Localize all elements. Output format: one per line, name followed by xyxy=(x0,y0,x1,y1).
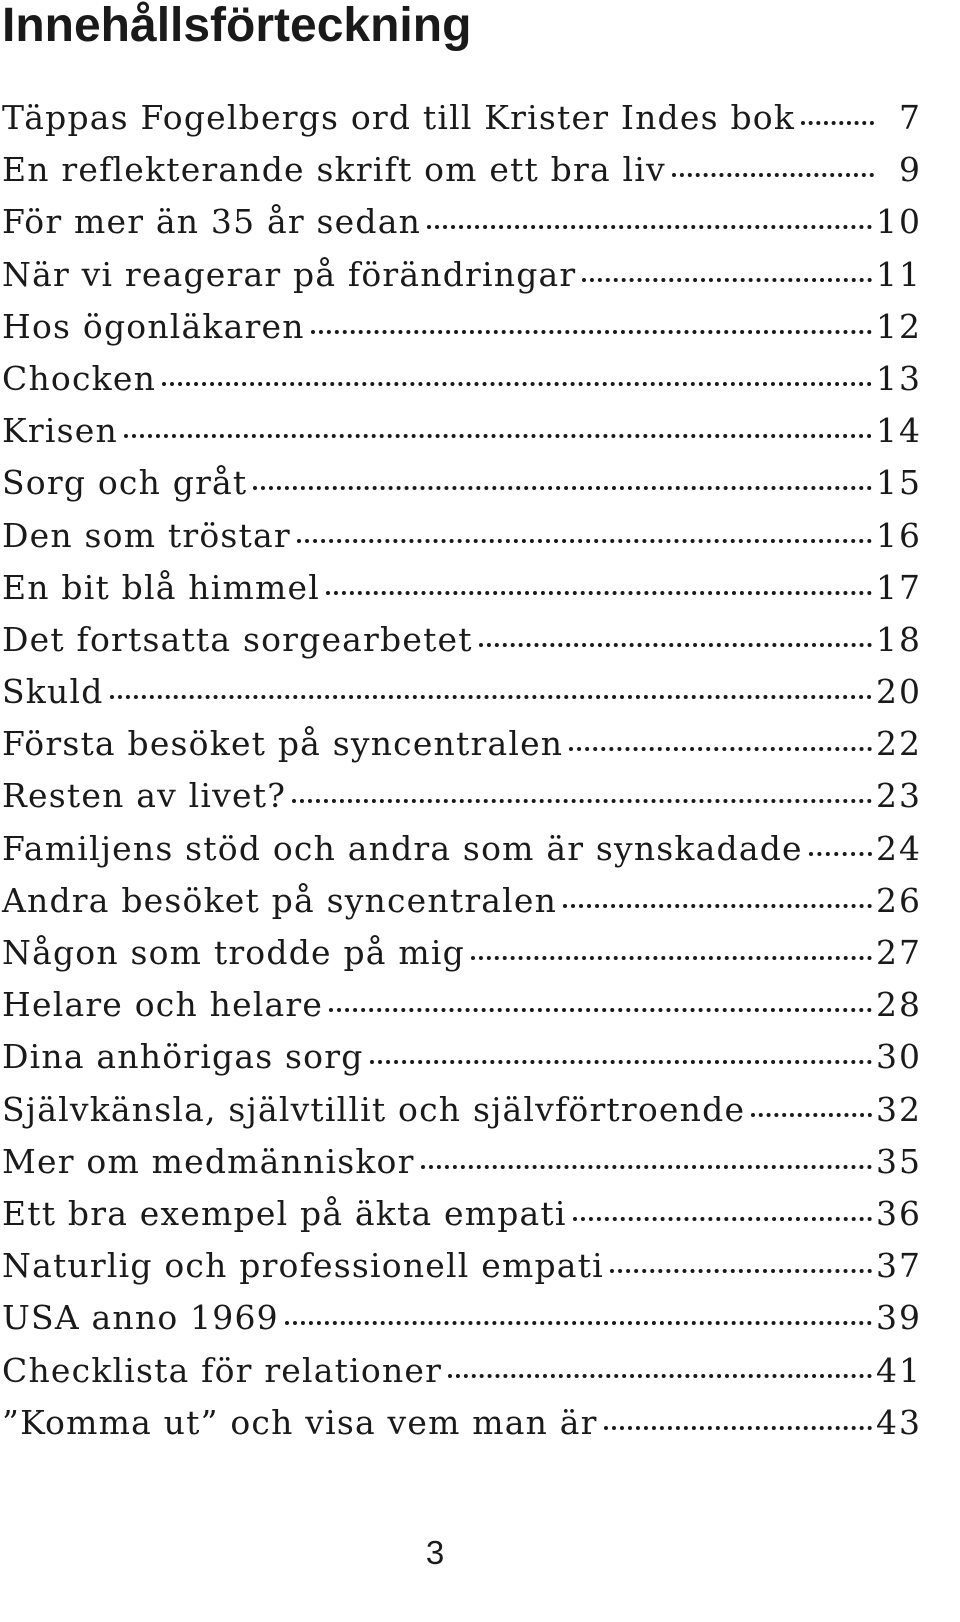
toc-entry xyxy=(2,510,922,562)
toc-entry xyxy=(2,1345,922,1397)
toc-entry xyxy=(2,875,922,927)
toc-entry-page: 23 xyxy=(876,776,922,816)
toc-entry-page: 43 xyxy=(876,1402,922,1442)
dot-leader xyxy=(421,1132,872,1169)
toc-entry xyxy=(2,979,922,1031)
toc-entry-title: Skuld xyxy=(2,672,104,712)
toc-entry xyxy=(2,92,922,144)
toc-entry xyxy=(2,353,922,405)
toc-entry xyxy=(2,301,922,353)
dot-leader xyxy=(801,88,874,125)
dot-leader xyxy=(253,453,872,490)
toc-entry-page: 26 xyxy=(876,880,922,920)
toc-entry-page: 9 xyxy=(899,150,922,190)
dot-leader xyxy=(124,401,872,438)
toc-entry xyxy=(2,144,922,196)
toc-entry-page: 35 xyxy=(876,1141,922,1181)
toc-entry-title: Chocken xyxy=(2,358,157,398)
toc-entry-page: 30 xyxy=(876,1037,922,1077)
toc-entry xyxy=(2,718,922,770)
toc-entry-title: När vi reagerar på förändringar xyxy=(2,254,577,294)
toc-entry-title: Naturlig och professionell empati xyxy=(2,1246,604,1286)
toc-entry-page: 22 xyxy=(876,724,922,764)
toc-entry-title: Helare och helare xyxy=(2,985,324,1025)
toc-entry-title: Krisen xyxy=(2,411,118,451)
dot-leader xyxy=(573,1184,872,1221)
toc-entry-page: 15 xyxy=(876,463,922,503)
toc-entry-page: 28 xyxy=(876,985,922,1025)
toc-entry xyxy=(2,1084,922,1136)
dot-leader xyxy=(569,714,872,751)
dot-leader xyxy=(751,1080,872,1117)
dot-leader xyxy=(427,192,872,229)
toc-entry-page: 13 xyxy=(876,358,922,398)
table-of-contents xyxy=(2,92,922,1449)
dot-leader xyxy=(604,1393,872,1430)
toc-entry-page: 41 xyxy=(876,1350,922,1390)
toc-entry-title: Den som tröstar xyxy=(2,515,291,555)
toc-entry-page: 39 xyxy=(876,1298,922,1338)
toc-entry-page: 27 xyxy=(876,933,922,972)
toc-entry-page: 32 xyxy=(876,1089,922,1129)
page-title: Innehållsförteckning xyxy=(2,0,472,52)
toc-entry-title: Checklista för relationer xyxy=(2,1350,443,1390)
toc-entry-title: Första besöket på syncentralen xyxy=(2,724,564,764)
toc-entry-title: Självkänsla, självtillit och självförtroende xyxy=(2,1089,746,1129)
toc-entry-title: Täppas Fogelbergs ord till Krister Indes bok xyxy=(2,98,796,137)
dot-leader xyxy=(672,140,874,177)
toc-entry-page: 24 xyxy=(876,828,922,868)
dot-leader xyxy=(326,558,872,595)
toc-entry-title: Andra besöket på syncentralen xyxy=(2,880,558,920)
toc-entry-title: Dina anhörigas sorg xyxy=(2,1037,364,1077)
toc-entry xyxy=(2,1397,922,1449)
dot-leader xyxy=(110,662,872,699)
toc-entry-title: Någon som trodde på mig xyxy=(2,933,465,972)
toc-entry-page: 18 xyxy=(876,619,922,659)
toc-entry xyxy=(2,823,922,875)
toc-entry-page: 20 xyxy=(876,672,922,712)
toc-entry xyxy=(2,405,922,457)
dot-leader xyxy=(329,975,872,1012)
dot-leader xyxy=(285,1288,872,1325)
toc-entry xyxy=(2,196,922,248)
toc-entry-page: 7 xyxy=(899,98,922,137)
toc-entry-title: Sorg och gråt xyxy=(2,463,248,503)
dot-leader xyxy=(448,1341,872,1378)
dot-leader xyxy=(563,871,872,908)
toc-entry-page: 14 xyxy=(876,411,922,451)
dot-leader xyxy=(479,610,872,647)
toc-entry-page: 12 xyxy=(876,306,922,346)
toc-entry xyxy=(2,457,922,509)
page-number: 3 xyxy=(425,1534,445,1571)
toc-entry-title: För mer än 35 år sedan xyxy=(2,202,422,242)
toc-entry xyxy=(2,1240,922,1292)
toc-entry xyxy=(2,927,922,979)
toc-entry xyxy=(2,562,922,614)
dot-leader xyxy=(370,1027,872,1064)
toc-entry-title: USA anno 1969 xyxy=(2,1298,279,1338)
toc-entry xyxy=(2,249,922,301)
toc-entry-title: En reflekterande skrift om ett bra liv xyxy=(2,150,666,190)
toc-entry xyxy=(2,770,922,822)
dot-leader xyxy=(471,923,872,960)
toc-entry-title: Resten av livet? xyxy=(2,776,287,816)
toc-entry-title: Det fortsatta sorgearbetet xyxy=(2,619,473,659)
toc-entry xyxy=(2,666,922,718)
toc-entry-title: Ett bra exempel på äkta empati xyxy=(2,1193,567,1233)
toc-entry xyxy=(2,1136,922,1188)
toc-entry-title: Hos ögonläkaren xyxy=(2,306,305,346)
dot-leader xyxy=(162,349,872,386)
toc-entry xyxy=(2,1031,922,1083)
dot-leader xyxy=(582,245,872,282)
dot-leader xyxy=(292,766,872,803)
toc-entry-page: 36 xyxy=(876,1193,922,1233)
toc-entry xyxy=(2,1188,922,1240)
toc-entry xyxy=(2,1292,922,1344)
toc-entry xyxy=(2,614,922,666)
toc-entry-title: En bit blå himmel xyxy=(2,567,320,607)
toc-entry-page: 10 xyxy=(876,202,922,242)
toc-entry-page: 16 xyxy=(876,515,922,555)
dot-leader xyxy=(297,506,872,543)
dot-leader xyxy=(311,297,872,334)
toc-entry-title: Mer om medmänniskor xyxy=(2,1141,415,1181)
dot-leader xyxy=(809,819,872,856)
toc-entry-page: 11 xyxy=(876,254,922,294)
toc-entry-page: 37 xyxy=(876,1246,922,1286)
toc-entry-page: 17 xyxy=(876,567,922,607)
dot-leader xyxy=(610,1236,872,1273)
toc-entry-title: Familjens stöd och andra som är synskadade xyxy=(2,828,803,868)
toc-entry-title: ”Komma ut” och visa vem man är xyxy=(2,1402,598,1442)
